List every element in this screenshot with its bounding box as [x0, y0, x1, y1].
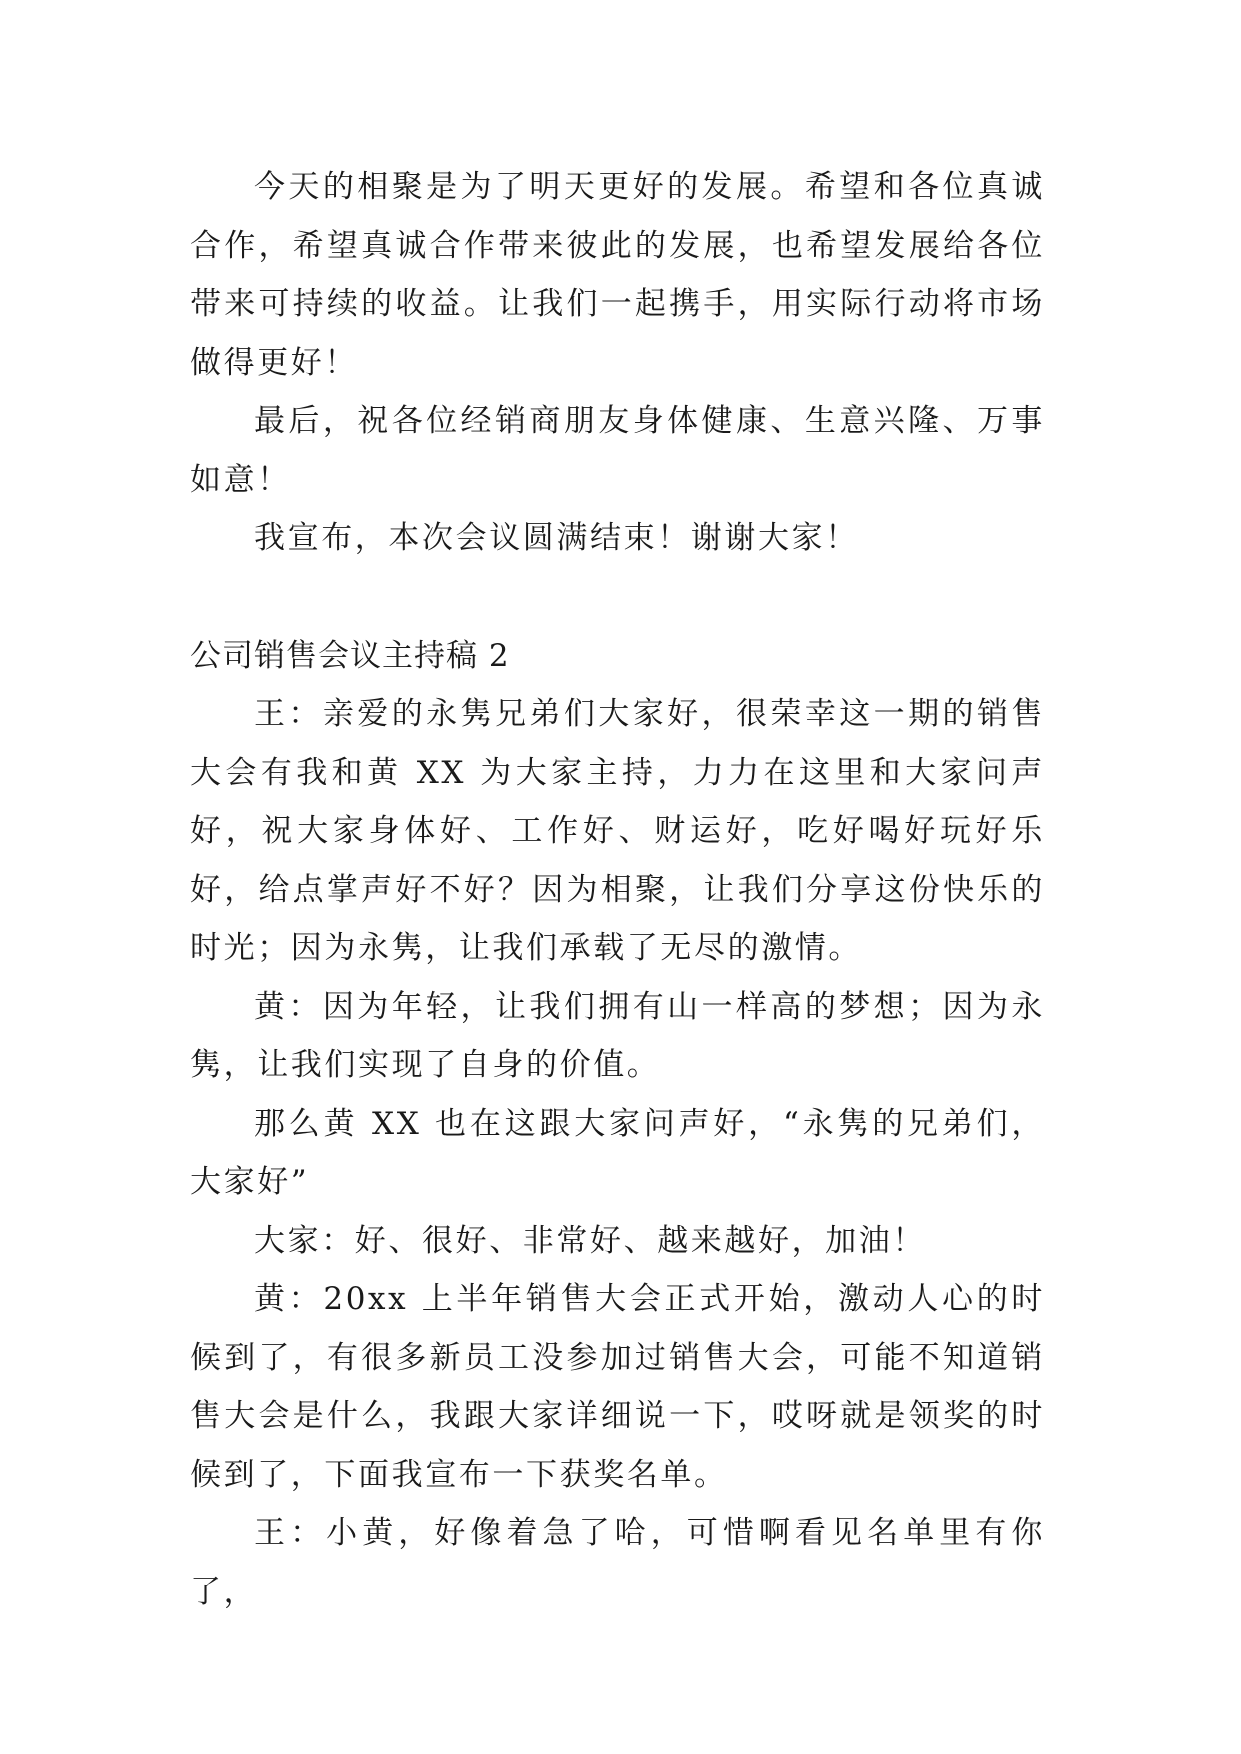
paragraph-audience-response: 大家：好、很好、非常好、越来越好，加油！ — [254, 1222, 926, 1259]
paragraph-wang-opening: 王：亲爱的永隽兄弟们大家好，很荣幸这一期的销售大会有我和黄 XX 为大家主持，力力在这里和大家问声好，祝大家身体好、工作好、财运好，吃好喝好玩好乐好，给点掌声好不好？因为相聚，让我们分享这份快乐的时光；因为永隽，让我们承载了无尽的激情。 — [190, 696, 1045, 966]
paragraph-wang-reply: 王：小黄，好像着急了哈，可惜啊看见名单里有你了， — [190, 1515, 1045, 1610]
paragraph-huang-greeting: 那么黄 XX 也在这跟大家问声好，“永隽的兄弟们，大家好” — [190, 1105, 1045, 1200]
paragraph-wishes: 最后，祝各位经销商朋友身体健康、生意兴隆、万事如意！ — [190, 403, 1045, 498]
paragraph-cooperation: 今天的相聚是为了明天更好的发展。希望和各位真诚合作，希望真诚合作带来彼此的发展，也希望发展给各位带来可持续的收益。让我们一起携手，用实际行动将市场做得更好！ — [190, 169, 1045, 381]
section-spacer — [190, 568, 1045, 627]
paragraph-huang-awards: 黄：20xx 上半年销售大会正式开始，激动人心的时候到了，有很多新员工没参加过销售大会，可能不知道销售大会是什么，我跟大家详细说一下，哎呀就是领奖的时候到了，下面我宣布一下获奖名单。 — [190, 1281, 1045, 1493]
paragraph-huang-dream: 黄：因为年轻，让我们拥有山一样高的梦想；因为永隽，让我们实现了自身的价值。 — [190, 988, 1045, 1083]
section-title: 公司销售会议主持稿 2 — [190, 637, 510, 674]
document-page — [190, 158, 1045, 1621]
paragraph-closing: 我宣布，本次会议圆满结束！谢谢大家！ — [254, 520, 859, 556]
